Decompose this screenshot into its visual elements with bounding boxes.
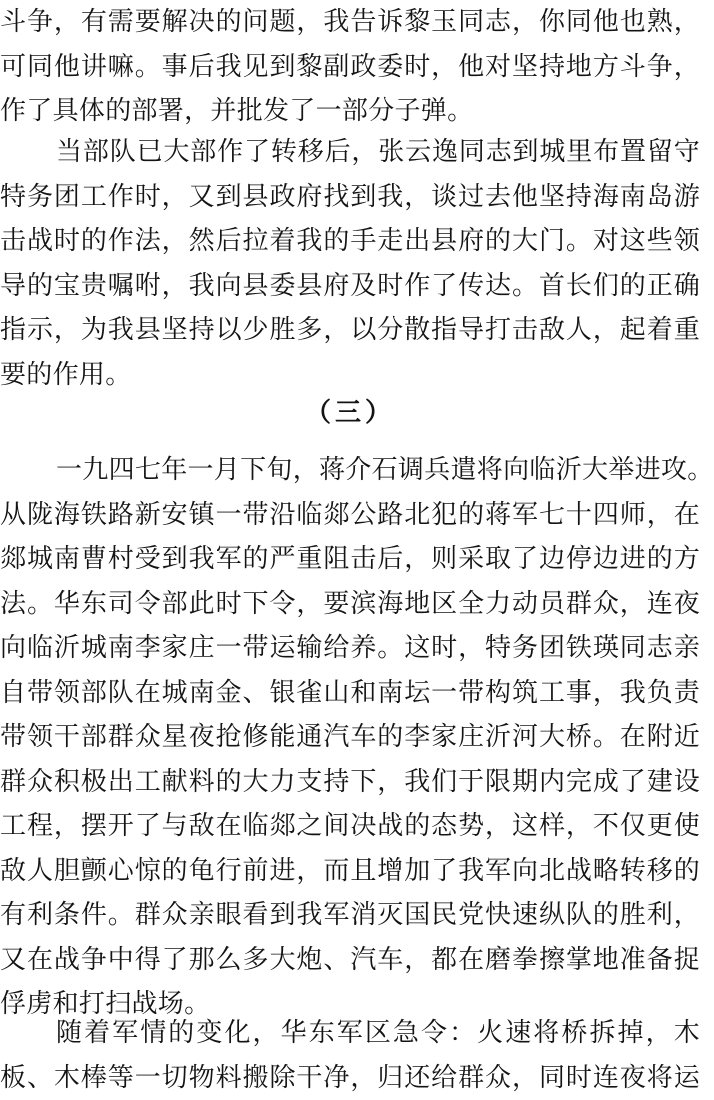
text-line: 指示，为我县坚持以少胜多，以分散指导打击敌人，起着重 (0, 308, 700, 353)
text-line: 带领干部群众星夜抢修能通汽车的李家庄沂河大桥。在附近 (0, 715, 700, 760)
text-line: 特务团工作时，又到县政府找到我，谈过去他坚持海南岛游 (0, 175, 700, 220)
text-line: 向临沂城南李家庄一带运输给养。这时，特务团铁瑛同志亲 (0, 626, 700, 671)
text-line: 可同他讲嘛。事后我见到黎副政委时，他对坚持地方斗争， (0, 45, 700, 90)
paragraph-continued (0, 0, 700, 134)
paragraph-bridge-order (0, 1011, 700, 1100)
text-line: 有利条件。群众亲眼看到我军消灭国民党快速纵队的胜利， (0, 893, 700, 938)
text-line: 自带领部队在城南金、银雀山和南坛一带构筑工事，我负责 (0, 671, 700, 716)
text-line: 从陇海铁路新安镇一带沿临郯公路北犯的蒋军七十四师，在 (0, 493, 700, 538)
text-line: 俘虏和打扫战场。 (0, 982, 700, 1027)
text-line: 作了具体的部署，并批发了一部分子弹。 (0, 89, 700, 134)
section-heading: （三） (0, 395, 700, 431)
text-line: 敌人胆颤心惊的龟行前进，而且增加了我军向北战略转移的 (0, 849, 700, 894)
text-line: 又在战争中得了那么多大炮、汽车，都在磨拳擦掌地准备捉 (0, 938, 700, 983)
paragraph-1947-offensive (0, 448, 700, 1027)
text-line: 要的作用。 (0, 353, 700, 398)
text-line: 斗争，有需要解决的问题，我告诉黎玉同志，你同他也熟， (0, 0, 700, 45)
text-line: 工程，摆开了与敌在临郯之间决战的态势，这样，不仅更使 (0, 804, 700, 849)
text-line: 击战时的作法，然后拉着我的手走出县府的大门。对这些领 (0, 219, 700, 264)
text-line: 导的宝贵嘱咐，我向县委县府及时作了传达。首长们的正确 (0, 264, 700, 309)
text-line: 群众积极出工献料的大力支持下，我们于限期内完成了建设 (0, 760, 700, 805)
text-line: 当部队已大部作了转移后，张云逸同志到城里布置留守 (0, 130, 700, 175)
text-line: 郯城南曹村受到我军的严重阻击后，则采取了边停边进的方 (0, 537, 700, 582)
text-line: 随着军情的变化，华东军区急令：火速将桥拆掉，木 (0, 1011, 700, 1056)
text-line: 一九四七年一月下旬，蒋介石调兵遣将向临沂大举进攻。 (0, 448, 700, 493)
text-line: 法。华东司令部此时下令，要滨海地区全力动员群众，连夜 (0, 582, 700, 627)
text-line: 板、木棒等一切物料搬除干净，归还给群众，同时连夜将运 (0, 1056, 700, 1100)
paragraph-zhang-yunyi (0, 130, 700, 397)
